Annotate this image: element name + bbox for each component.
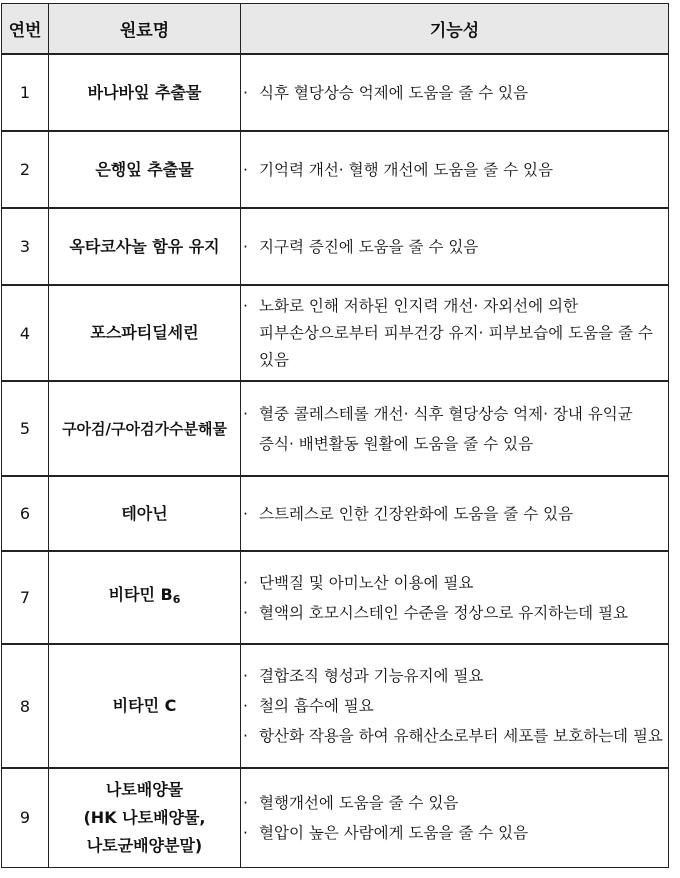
function-text: 철의 흡수에 필요 — [259, 697, 374, 715]
function-text: 노화로 인해 저하된 인지력 개선· 자외선에 의한 피부손상으로부터 피부건강 유지· 피부보습에 도움을 줄 수 있음 — [259, 296, 653, 369]
ingredient-name — [49, 551, 241, 644]
row-no: 5 — [2, 381, 49, 476]
table-row — [2, 381, 669, 476]
bullet-dot: · — [243, 160, 248, 179]
ingredient-name: 은행잎 추출물 — [49, 131, 241, 208]
bullet-dot: · — [243, 823, 248, 842]
table-row — [2, 54, 669, 131]
table-row — [2, 208, 669, 285]
bullet-dot: · — [243, 793, 248, 812]
bullet-dot: · — [243, 573, 248, 592]
function-text: 혈중 콜레스테롤 개선· 식후 혈당상승 억제· 장내 유익균 증식· 배변활동 원활에 도움을 줄 수 있음 — [259, 404, 633, 453]
function-cell — [241, 54, 669, 131]
function-text: 혈액의 호모시스테인 수준을 정상으로 유지하는데 필요 — [259, 603, 629, 622]
ingredient-name: 테아닌 — [49, 476, 241, 551]
ingredient-name: 비타민 C — [49, 644, 241, 768]
ingredient-name-subscript: 6 — [172, 593, 181, 606]
ingredient-name — [49, 768, 241, 867]
ingredient-name: 구아검/구아검가수분해물 — [49, 381, 241, 476]
function-cell — [241, 551, 669, 644]
table-row — [2, 131, 669, 208]
ingredient-name: 바나바잎 추출물 — [49, 54, 241, 131]
ingredient-name-line: (HK 나토배양물, — [83, 807, 206, 827]
function-text: 기억력 개선· 혈행 개선에 도움을 줄 수 있음 — [259, 160, 553, 179]
table-row — [2, 551, 669, 644]
function-cell — [241, 208, 669, 285]
bullet-dot: · — [243, 237, 248, 256]
header-no: 연번 — [2, 4, 49, 55]
function-cell — [241, 131, 669, 208]
bullet-dot: · — [243, 504, 248, 523]
ingredient-name-text: 비타민 B — [108, 585, 173, 604]
function-text: 항산화 작용을 하여 유해산소로부터 세포를 보호하는데 필요 — [259, 727, 663, 745]
bullet-dot: · — [243, 697, 248, 715]
function-text: 스트레스로 인한 긴장완화에 도움을 줄 수 있음 — [259, 504, 574, 523]
row-no: 6 — [2, 476, 49, 551]
bullet-dot: · — [243, 296, 248, 315]
functional-ingredient-table — [1, 3, 669, 868]
function-text: 혈행개선에 도움을 줄 수 있음 — [259, 793, 459, 812]
function-text: 지구력 증진에 도움을 줄 수 있음 — [259, 237, 479, 256]
function-cell — [241, 644, 669, 768]
function-text: 결합조직 형성과 기능유지에 필요 — [259, 667, 484, 685]
function-cell — [241, 285, 669, 381]
function-text: 단백질 및 아미노산 이용에 필요 — [259, 573, 474, 592]
ingredient-name: 포스파티딜세린 — [49, 285, 241, 381]
function-cell — [241, 381, 669, 476]
header-name: 원료명 — [49, 4, 241, 55]
row-no: 7 — [2, 551, 49, 644]
ingredient-name-line: 나토균배양분말) — [86, 835, 203, 855]
header-row — [2, 4, 669, 55]
table-row — [2, 476, 669, 551]
function-text: 식후 혈당상승 억제에 도움을 줄 수 있음 — [259, 83, 529, 102]
bullet-dot: · — [243, 83, 248, 102]
bullet-dot: · — [243, 603, 248, 622]
ingredient-name-line: 나토배양물 — [105, 779, 184, 799]
header-function: 기능성 — [241, 4, 669, 55]
bullet-dot: · — [243, 404, 248, 423]
function-cell — [241, 476, 669, 551]
row-no: 1 — [2, 54, 49, 131]
row-no: 2 — [2, 131, 49, 208]
function-text: 혈압이 높은 사람에게 도움을 줄 수 있음 — [259, 823, 529, 842]
table-row — [2, 768, 669, 867]
bullet-dot: · — [243, 727, 248, 745]
table-row — [2, 285, 669, 381]
table-row — [2, 644, 669, 768]
bullet-dot: · — [243, 667, 248, 685]
ingredient-name: 옥타코사놀 함유 유지 — [49, 208, 241, 285]
row-no: 4 — [2, 285, 49, 381]
row-no: 3 — [2, 208, 49, 285]
row-no: 8 — [2, 644, 49, 768]
function-cell — [241, 768, 669, 867]
row-no: 9 — [2, 768, 49, 867]
